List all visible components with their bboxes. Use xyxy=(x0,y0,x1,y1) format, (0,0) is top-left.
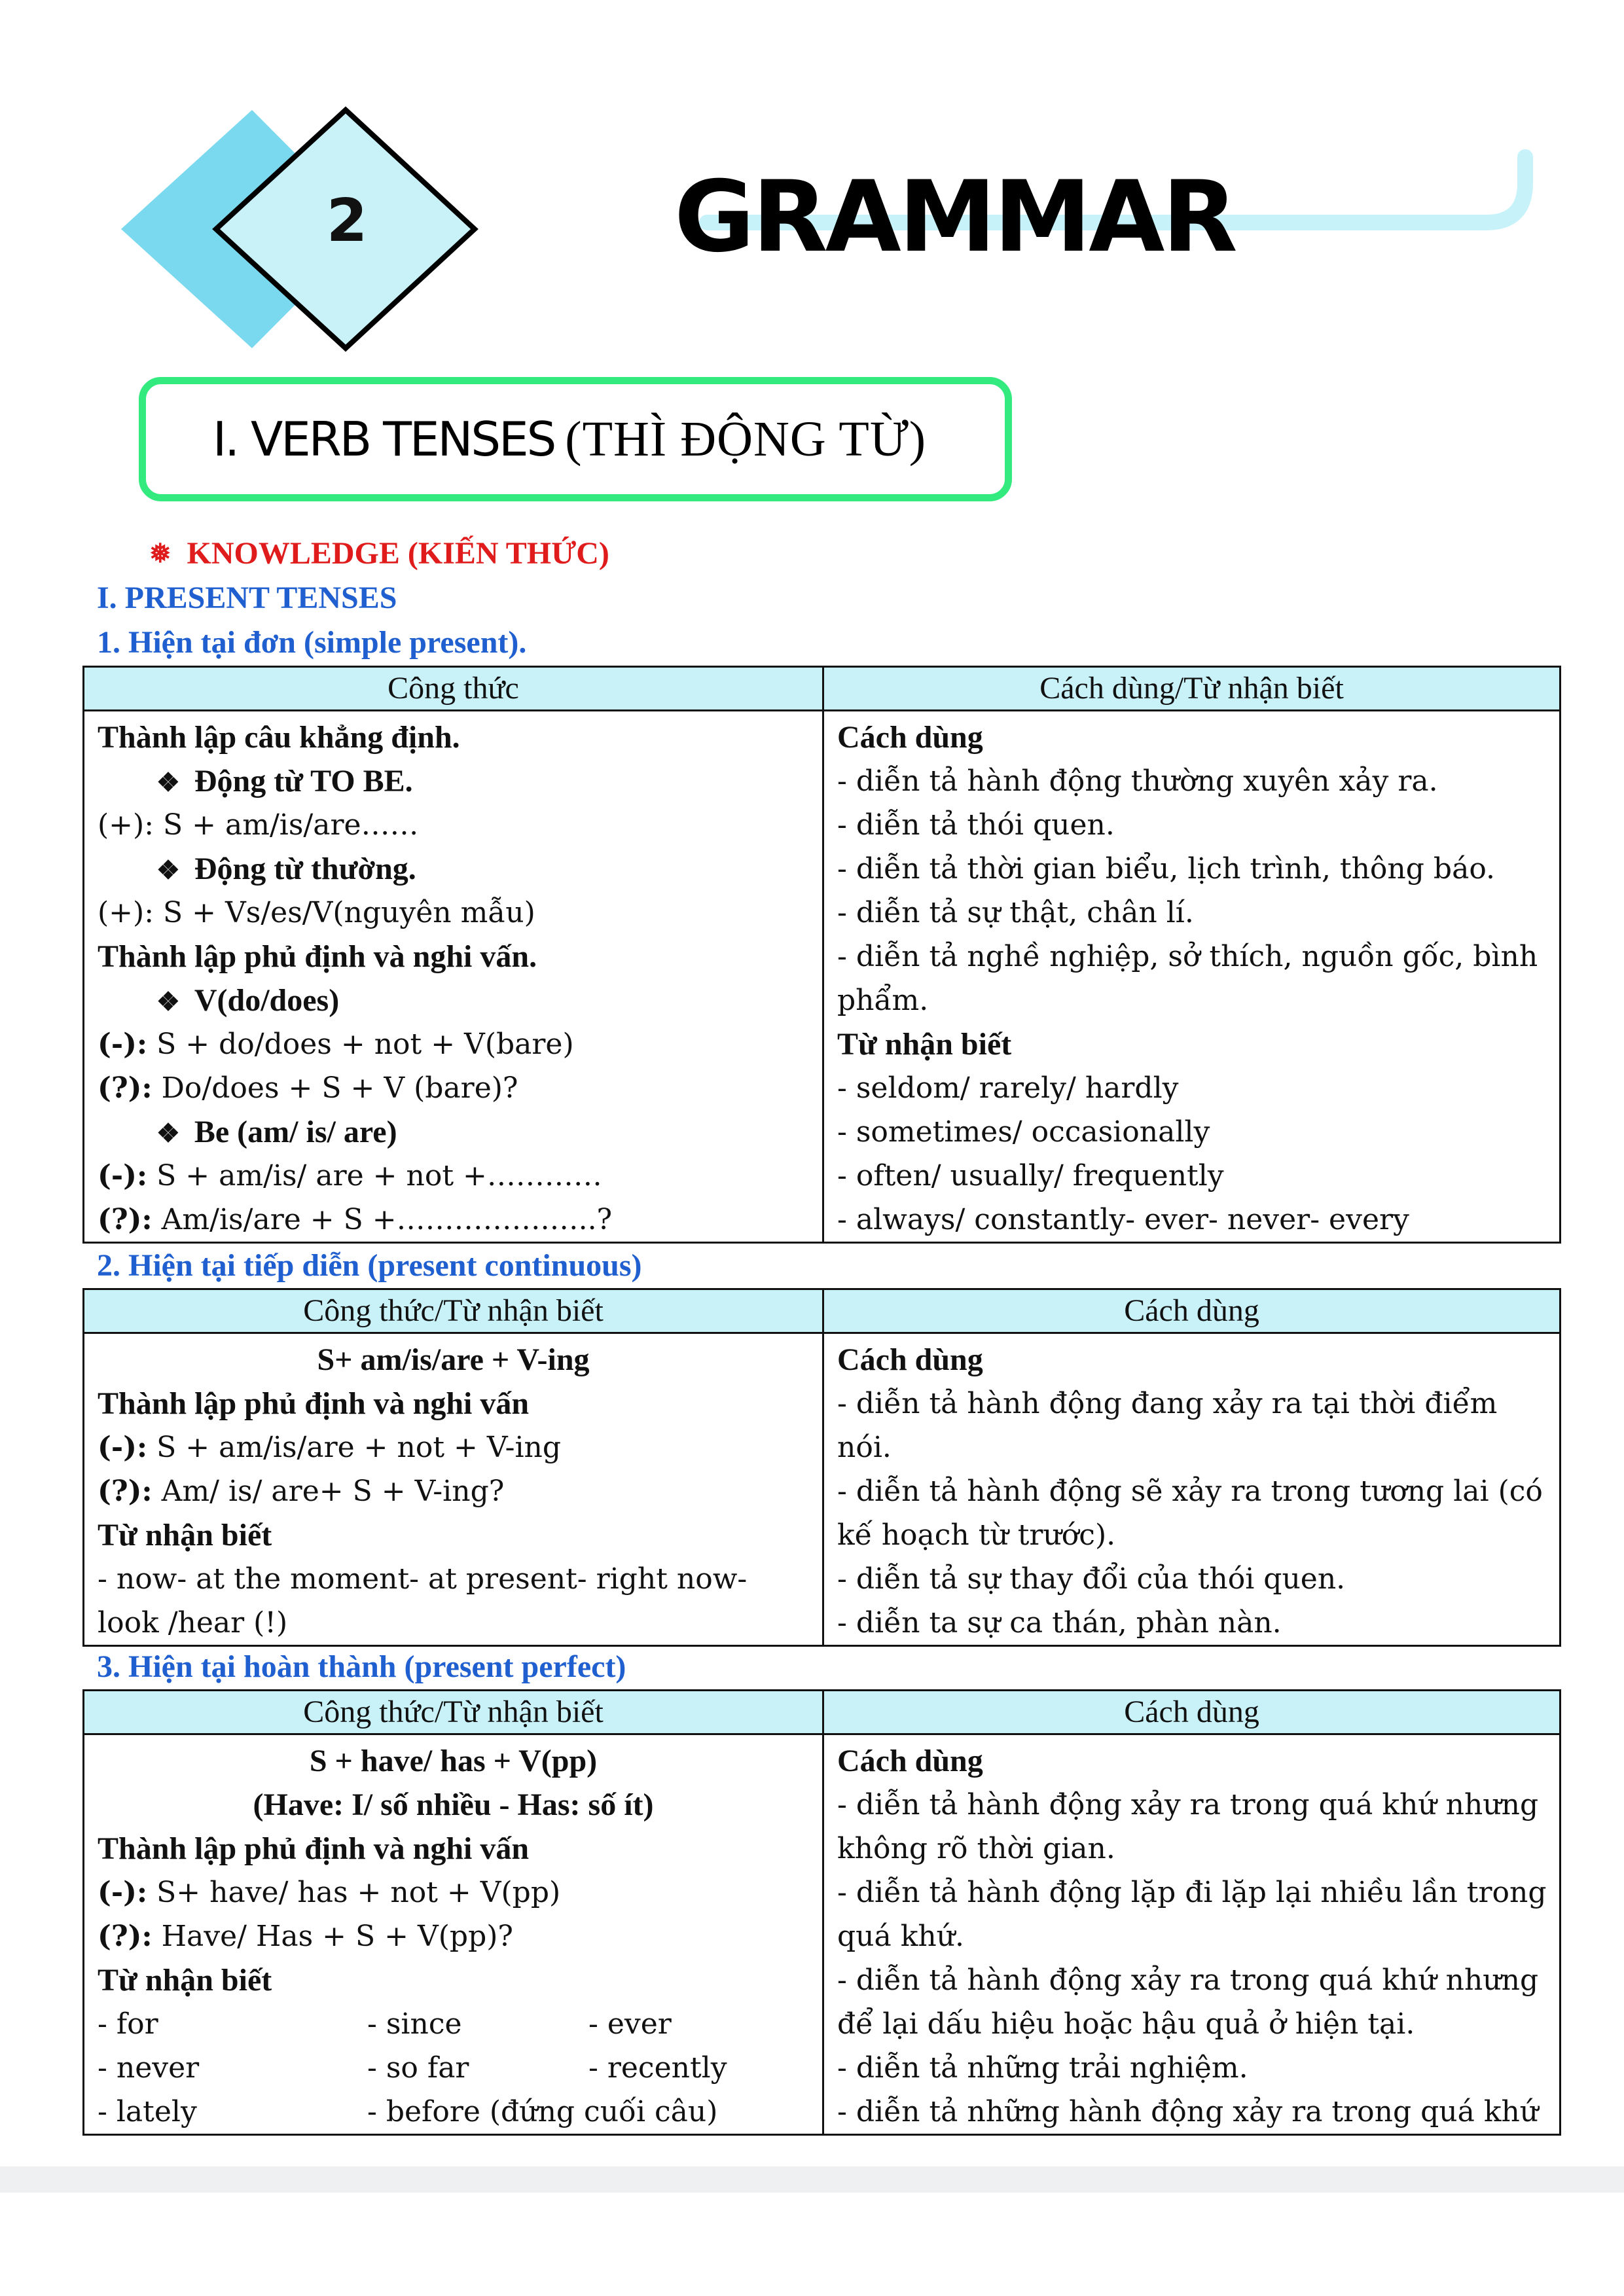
usage-item: - diễn tả hành động lặp đi lặp lại nhiều lần trong xyxy=(837,1876,1547,1909)
knowledge-heading xyxy=(149,535,609,571)
usage-cell xyxy=(823,1333,1561,1646)
usage-item-cont: để lại dấu hiệu hoặc hậu quả ở hiện tại. xyxy=(837,2007,1415,2041)
negative-formula xyxy=(98,1871,809,1914)
usage-item: - diễn ta sự ca thán, phàn nàn. xyxy=(837,1606,1282,1640)
formula-text: S + am/is/are + not + V-ing xyxy=(147,1431,562,1464)
signal-word: - sometimes/ occasionally xyxy=(837,1115,1210,1149)
main-formula: S+ am/is/are + V-ing xyxy=(317,1342,590,1377)
formula-label: (?): xyxy=(98,1071,153,1105)
usage-item: - diễn tả sự thật, chân lí. xyxy=(837,896,1194,929)
usage-cell xyxy=(823,711,1561,1243)
formula-cell xyxy=(84,1333,823,1646)
regular-verb-title: Động từ thường. xyxy=(194,852,416,886)
section-title-sub: (THÌ ĐỘNG TỪ) xyxy=(565,411,927,467)
formula-cell xyxy=(84,711,823,1243)
signal-word-row xyxy=(98,2046,809,2090)
signal-word: - so far xyxy=(367,2051,469,2085)
regular-verb-formula: (+): S + Vs/es/V(nguyên mẫu) xyxy=(98,896,535,929)
usage-title: Cách dùng xyxy=(837,1744,983,1778)
usage-title: Cách dùng xyxy=(837,1342,983,1377)
signal-word: - ever xyxy=(588,2007,672,2041)
signal-word-row xyxy=(98,2002,809,2046)
formula-label: (?): xyxy=(98,1920,153,1953)
diamond-bullet-icon: ❖ xyxy=(156,1119,180,1148)
present-tenses-heading: I. PRESENT TENSES xyxy=(97,581,397,615)
formula-label: (-): xyxy=(98,1876,148,1909)
diamond-bullet-icon: ❖ xyxy=(156,855,180,885)
to-be-title: Động từ TO BE. xyxy=(194,764,413,798)
signal-word: - always/ constantly- ever- never- every xyxy=(837,1203,1409,1236)
formula-text: Am/is/are + S +…………….…..? xyxy=(152,1203,613,1236)
signal-word: - before (đứng cuối câu) xyxy=(367,2095,718,2128)
present-continuous-heading: 2. Hiện tại tiếp diễn (present continuous) xyxy=(97,1248,642,1283)
do-does-title: V(do/does) xyxy=(194,983,340,1018)
usage-item-cont: phẩm. xyxy=(837,984,929,1017)
snowflake-icon: ❅ xyxy=(149,539,171,568)
section-title-main: I. VERB TENSES xyxy=(213,412,555,467)
page-footer-band xyxy=(0,2166,1624,2193)
usage-item-cont: quá khứ. xyxy=(837,1920,965,1953)
column-header: Công thức/Từ nhận biết xyxy=(84,1289,823,1333)
column-header: Cách dùng xyxy=(823,1289,1561,1333)
usage-item: - diễn tả hành động xảy ra trong quá khứ nhưng xyxy=(837,1964,1539,1997)
usage-item-cont: nói. xyxy=(837,1431,892,1464)
signal-word: look /hear (!) xyxy=(98,1606,288,1640)
formula-label: (-): xyxy=(98,1431,148,1464)
diamond-bullet-icon: ❖ xyxy=(156,768,180,797)
chapter-title: GRAMMAR xyxy=(674,160,1235,274)
usage-item-cont: không rõ thời gian. xyxy=(837,1832,1115,1865)
formula-text: S + am/is/ are + not +………… xyxy=(147,1159,602,1193)
signal-word: - never xyxy=(98,2051,200,2085)
signal-word: - seldom/ rarely/ hardly xyxy=(837,1071,1179,1105)
list-item xyxy=(98,978,809,1022)
do-question-formula xyxy=(98,1066,809,1110)
formula-text: Have/ Has + S + V(pp)? xyxy=(152,1920,514,1953)
be-negative-formula xyxy=(98,1154,809,1198)
list-item xyxy=(98,847,809,891)
main-formula: S + have/ has + V(pp) xyxy=(309,1744,598,1778)
column-header: Công thức/Từ nhận biết xyxy=(84,1691,823,1734)
negative-question-title: Thành lập phủ định và nghi vấn xyxy=(98,1831,530,1866)
formula-text: Am/ is/ are+ S + V-ing? xyxy=(152,1475,505,1508)
do-negative-formula xyxy=(98,1022,809,1066)
formula-text: Do/does + S + V (bare)? xyxy=(152,1071,518,1105)
formula-label: (?): xyxy=(98,1475,153,1508)
usage-item: - diễn tả hành động thường xuyên xảy ra. xyxy=(837,764,1438,798)
question-formula xyxy=(98,1914,809,1958)
usage-item-cont: kế hoạch từ trước). xyxy=(837,1518,1116,1552)
formula-note: (Have: I/ số nhiều - Has: số ít) xyxy=(253,1787,654,1822)
list-item xyxy=(98,1110,809,1154)
question-formula xyxy=(98,1469,809,1513)
negative-question-title: Thành lập phủ định và nghi vấn xyxy=(98,1386,530,1421)
signal-word: - often/ usually/ frequently xyxy=(837,1159,1224,1193)
usage-item: - diễn tả hành động đang xảy ra tại thời điểm xyxy=(837,1387,1498,1420)
affirmative-title: Thành lập câu khẳng định. xyxy=(98,720,460,755)
list-item xyxy=(98,759,809,803)
signal-words-title: Từ nhận biết xyxy=(98,1963,272,1998)
signal-word: - recently xyxy=(588,2051,727,2085)
formula-text: S + do/does + not + V(bare) xyxy=(147,1028,574,1061)
simple-present-heading: 1. Hiện tại đơn (simple present). xyxy=(97,625,527,660)
usage-item: - diễn tả sự thay đổi của thói quen. xyxy=(837,1562,1346,1596)
table-row xyxy=(84,1734,1561,2135)
section-title-box xyxy=(139,377,1012,501)
negative-formula xyxy=(98,1426,809,1469)
table-row xyxy=(84,1333,1561,1646)
table-row xyxy=(84,711,1561,1243)
signal-word: - lately xyxy=(98,2095,197,2128)
chapter-number: 2 xyxy=(326,187,368,255)
signal-word: - now- at the moment- at present- right now- xyxy=(98,1562,748,1596)
diamond-bullet-icon: ❖ xyxy=(156,987,180,1016)
usage-item: - diễn tả nghề nghiệp, sở thích, nguồn gốc, bình xyxy=(837,940,1538,973)
table-header-row xyxy=(84,1691,1561,1734)
usage-item: - diễn tả thời gian biểu, lịch trình, thông báo. xyxy=(837,852,1496,886)
usage-item: - diễn tả thói quen. xyxy=(837,808,1115,842)
formula-label: (?): xyxy=(98,1203,153,1236)
formula-text: S+ have/ has + not + V(pp) xyxy=(147,1876,561,1909)
table-header-row xyxy=(84,1289,1561,1333)
usage-item: - diễn tả những trải nghiệm. xyxy=(837,2051,1248,2085)
usage-item: - diễn tả hành động xảy ra trong quá khứ nhưng xyxy=(837,1788,1539,1821)
present-continuous-table xyxy=(82,1288,1561,1647)
present-perfect-table xyxy=(82,1689,1561,2136)
present-perfect-heading: 3. Hiện tại hoàn thành (present perfect) xyxy=(97,1649,626,1684)
be-question-formula xyxy=(98,1198,809,1242)
column-header: Cách dùng xyxy=(823,1691,1561,1734)
usage-item: - diễn tả hành động sẽ xảy ra trong tương lai (có xyxy=(837,1475,1543,1508)
column-header: Cách dùng/Từ nhận biết xyxy=(823,667,1561,711)
table-header-row xyxy=(84,667,1561,711)
be-title: Be (am/ is/ are) xyxy=(194,1115,397,1149)
usage-cell xyxy=(823,1734,1561,2135)
usage-title: Cách dùng xyxy=(837,720,983,755)
knowledge-label: KNOWLEDGE (KIẾN THỨC) xyxy=(187,536,609,571)
signal-word: - for xyxy=(98,2007,158,2041)
signal-word: - since xyxy=(367,2007,462,2041)
formula-cell xyxy=(84,1734,823,2135)
signal-words-title: Từ nhận biết xyxy=(98,1518,272,1552)
formula-label: (-): xyxy=(98,1159,148,1193)
formula-label: (-): xyxy=(98,1028,148,1061)
column-header: Công thức xyxy=(84,667,823,711)
usage-item: - diễn tả những hành động xảy ra trong quá khứ xyxy=(837,2095,1539,2128)
simple-present-table xyxy=(82,666,1561,1244)
signal-words-title: Từ nhận biết xyxy=(837,1027,1012,1062)
negative-question-title: Thành lập phủ định và nghi vấn. xyxy=(98,939,537,974)
to-be-formula: (+): S + am/is/are…… xyxy=(98,808,419,842)
signal-word-row xyxy=(98,2090,809,2134)
